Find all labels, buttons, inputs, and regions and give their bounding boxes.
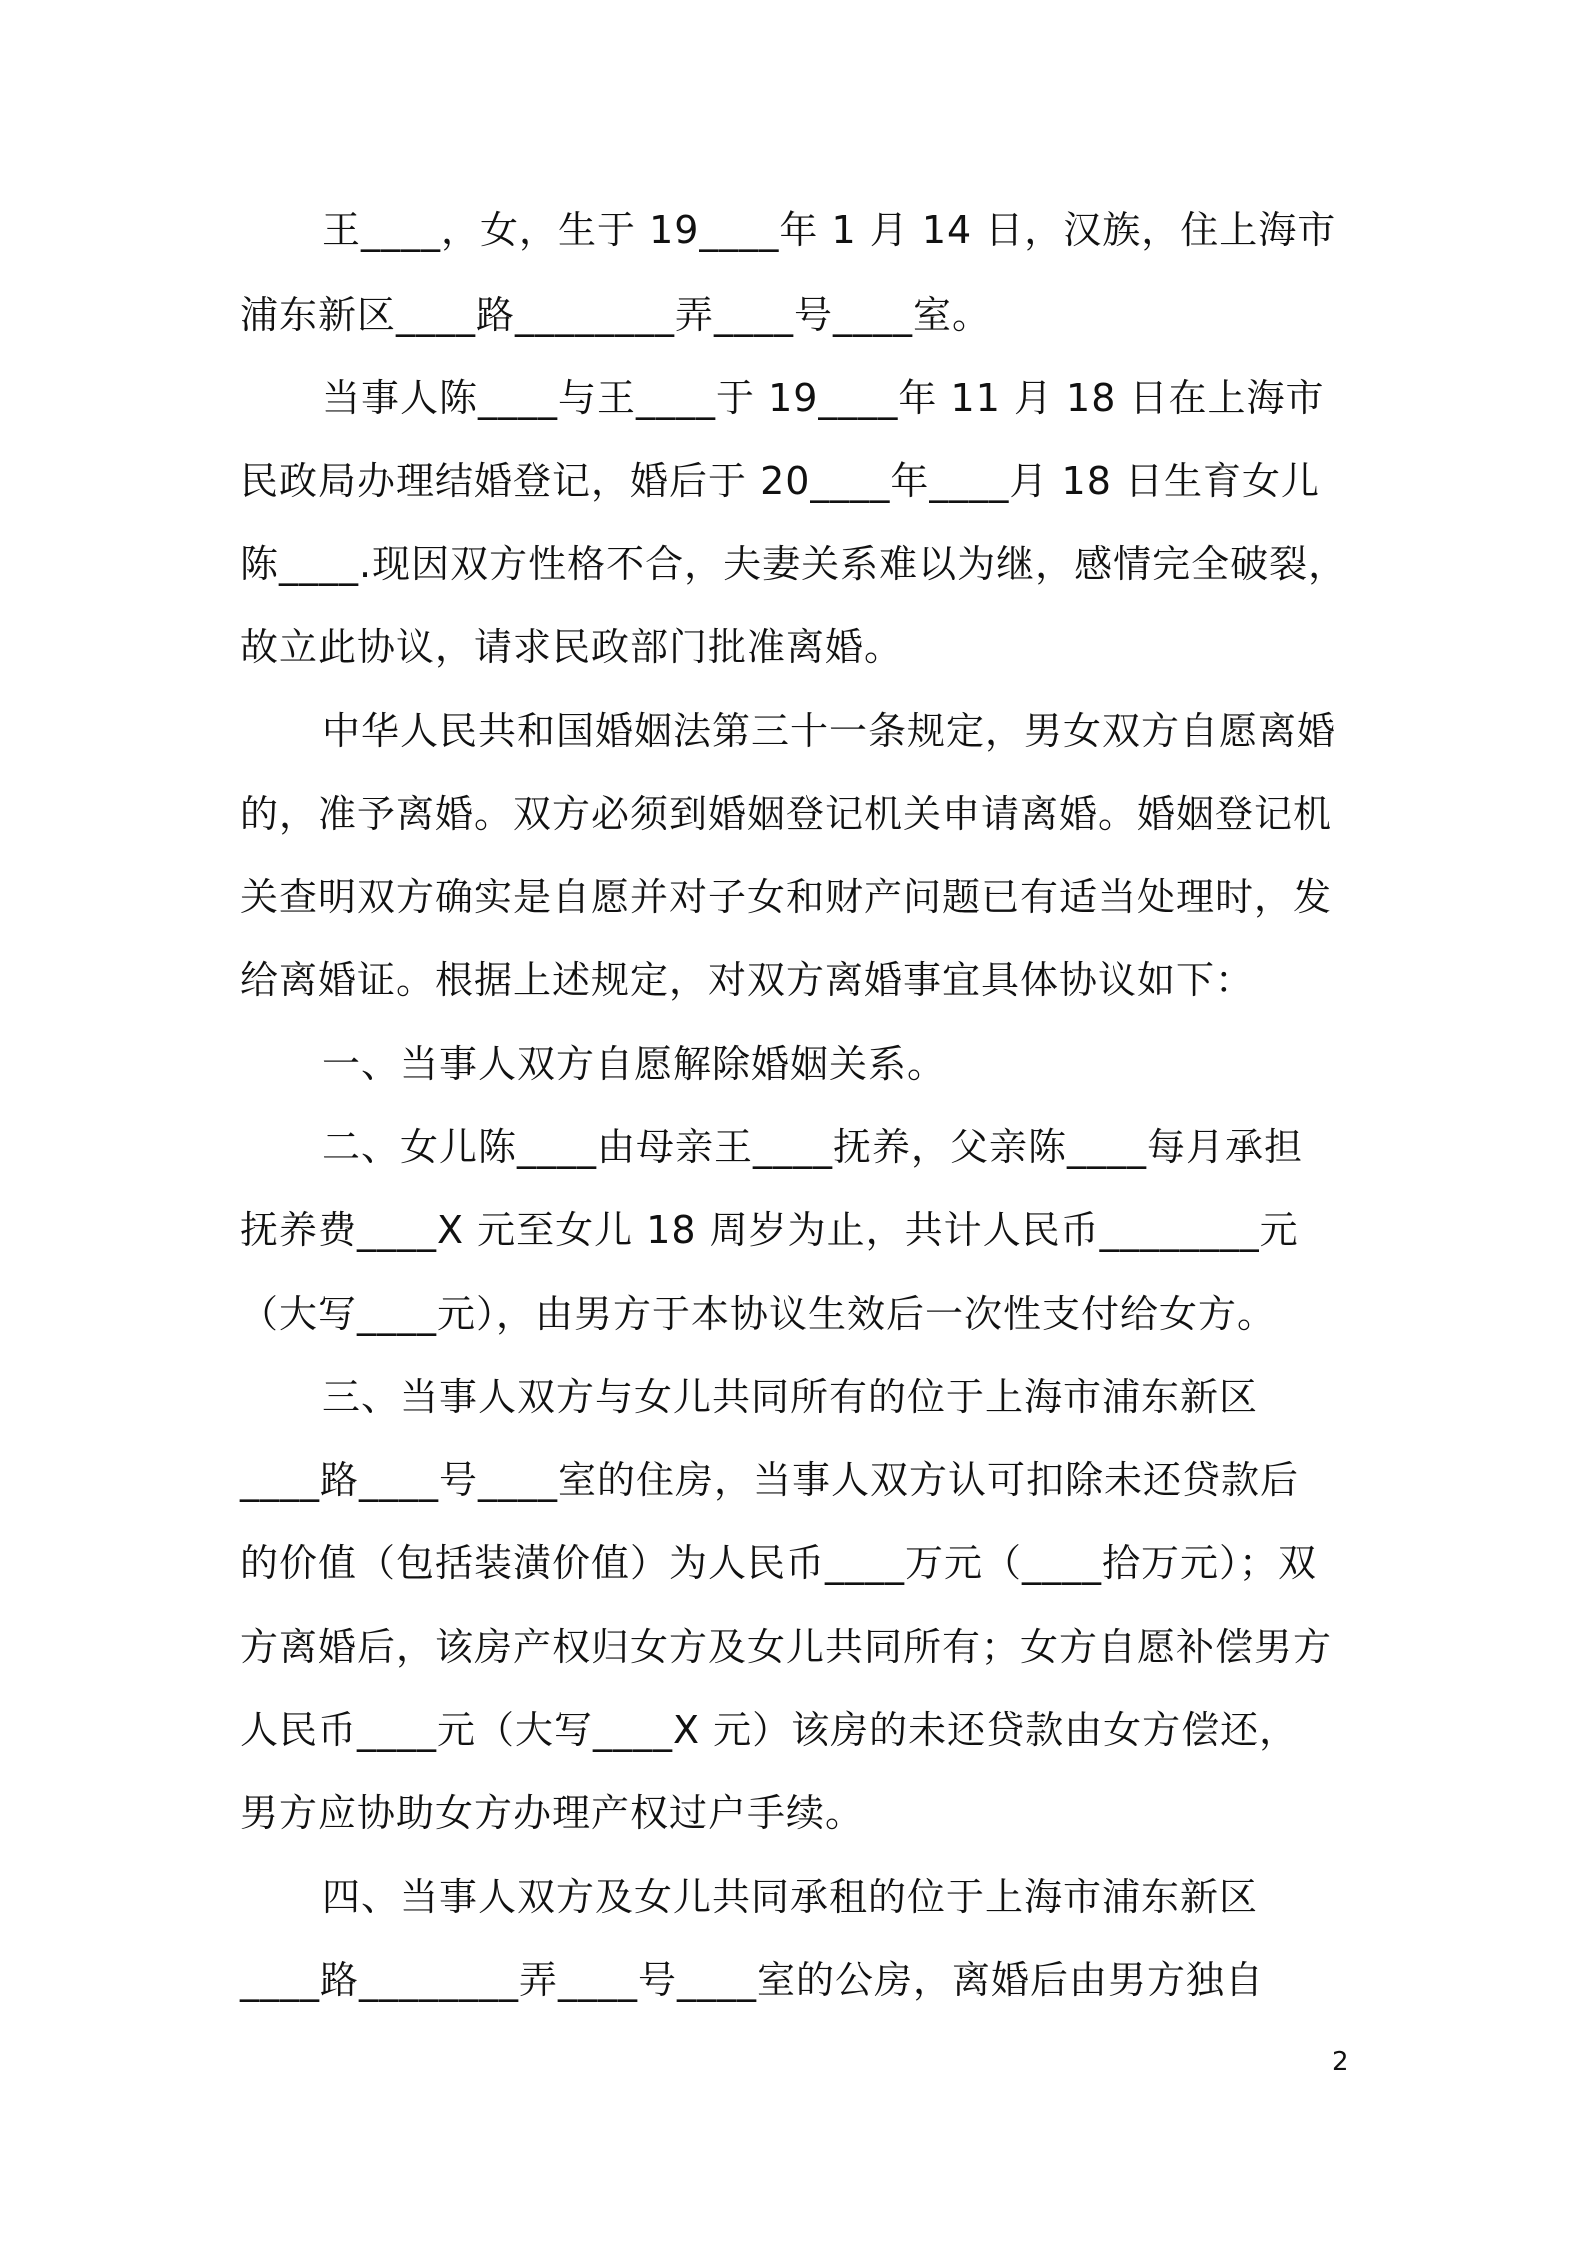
- text-line: 抚养费____X 元至女儿 18 周岁为止，共计人民币________元: [240, 1208, 1299, 1252]
- text-line: 三、当事人双方与女儿共同所有的位于上海市浦东新区: [322, 1375, 1259, 1419]
- text-line: 陈____.现因双方性格不合，夫妻关系难以为继，感情完全破裂，: [240, 542, 1348, 586]
- text-line: 方离婚后，该房产权归女方及女儿共同所有；女方自愿补偿男方: [240, 1625, 1333, 1669]
- text-line: （大写____元），由男方于本协议生效后一次性支付给女方。: [240, 1292, 1277, 1336]
- text-line: 王____，女，生于 19____年 1 月 14 日，汉族，住上海市: [322, 208, 1337, 252]
- text-line: 的价值（包括装潢价值）为人民币____万元（____拾万元）；双: [240, 1541, 1318, 1585]
- text-line: 一、当事人双方自愿解除婚姻关系。: [322, 1042, 947, 1086]
- text-line: ____路____号____室的住房，当事人双方认可扣除未还贷款后: [240, 1458, 1300, 1502]
- page-number: 2: [1332, 2047, 1349, 2077]
- text-line: 男方应协助女方办理产权过户手续。: [240, 1791, 865, 1835]
- text-line: 四、当事人双方及女儿共同承租的位于上海市浦东新区: [322, 1875, 1259, 1919]
- text-line: 中华人民共和国婚姻法第三十一条规定，男女双方自愿离婚: [322, 709, 1337, 753]
- text-line: 二、女儿陈____由母亲王____抚养，父亲陈____每月承担: [322, 1125, 1304, 1169]
- text-line: 故立此协议，请求民政部门批准离婚。: [240, 625, 904, 669]
- text-line: ____路________弄____号____室的公房，离婚后由男方独自: [240, 1958, 1265, 2002]
- text-line: 民政局办理结婚登记，婚后于 20____年____月 18 日生育女儿: [240, 459, 1320, 503]
- text-line: 的，准予离婚。双方必须到婚姻登记机关申请离婚。婚姻登记机: [240, 792, 1333, 836]
- text-line: 给离婚证。根据上述规定，对双方离婚事宜具体协议如下：: [240, 958, 1255, 1002]
- text-line: 浦东新区____路________弄____号____室。: [240, 293, 992, 337]
- text-line: 人民币____元（大写____X 元）该房的未还贷款由女方偿还，: [240, 1708, 1299, 1752]
- text-line: 关查明双方确实是自愿并对子女和财产问题已有适当处理时，发: [240, 875, 1333, 919]
- text-line: 当事人陈____与王____于 19____年 11 月 18 日在上海市: [322, 376, 1325, 420]
